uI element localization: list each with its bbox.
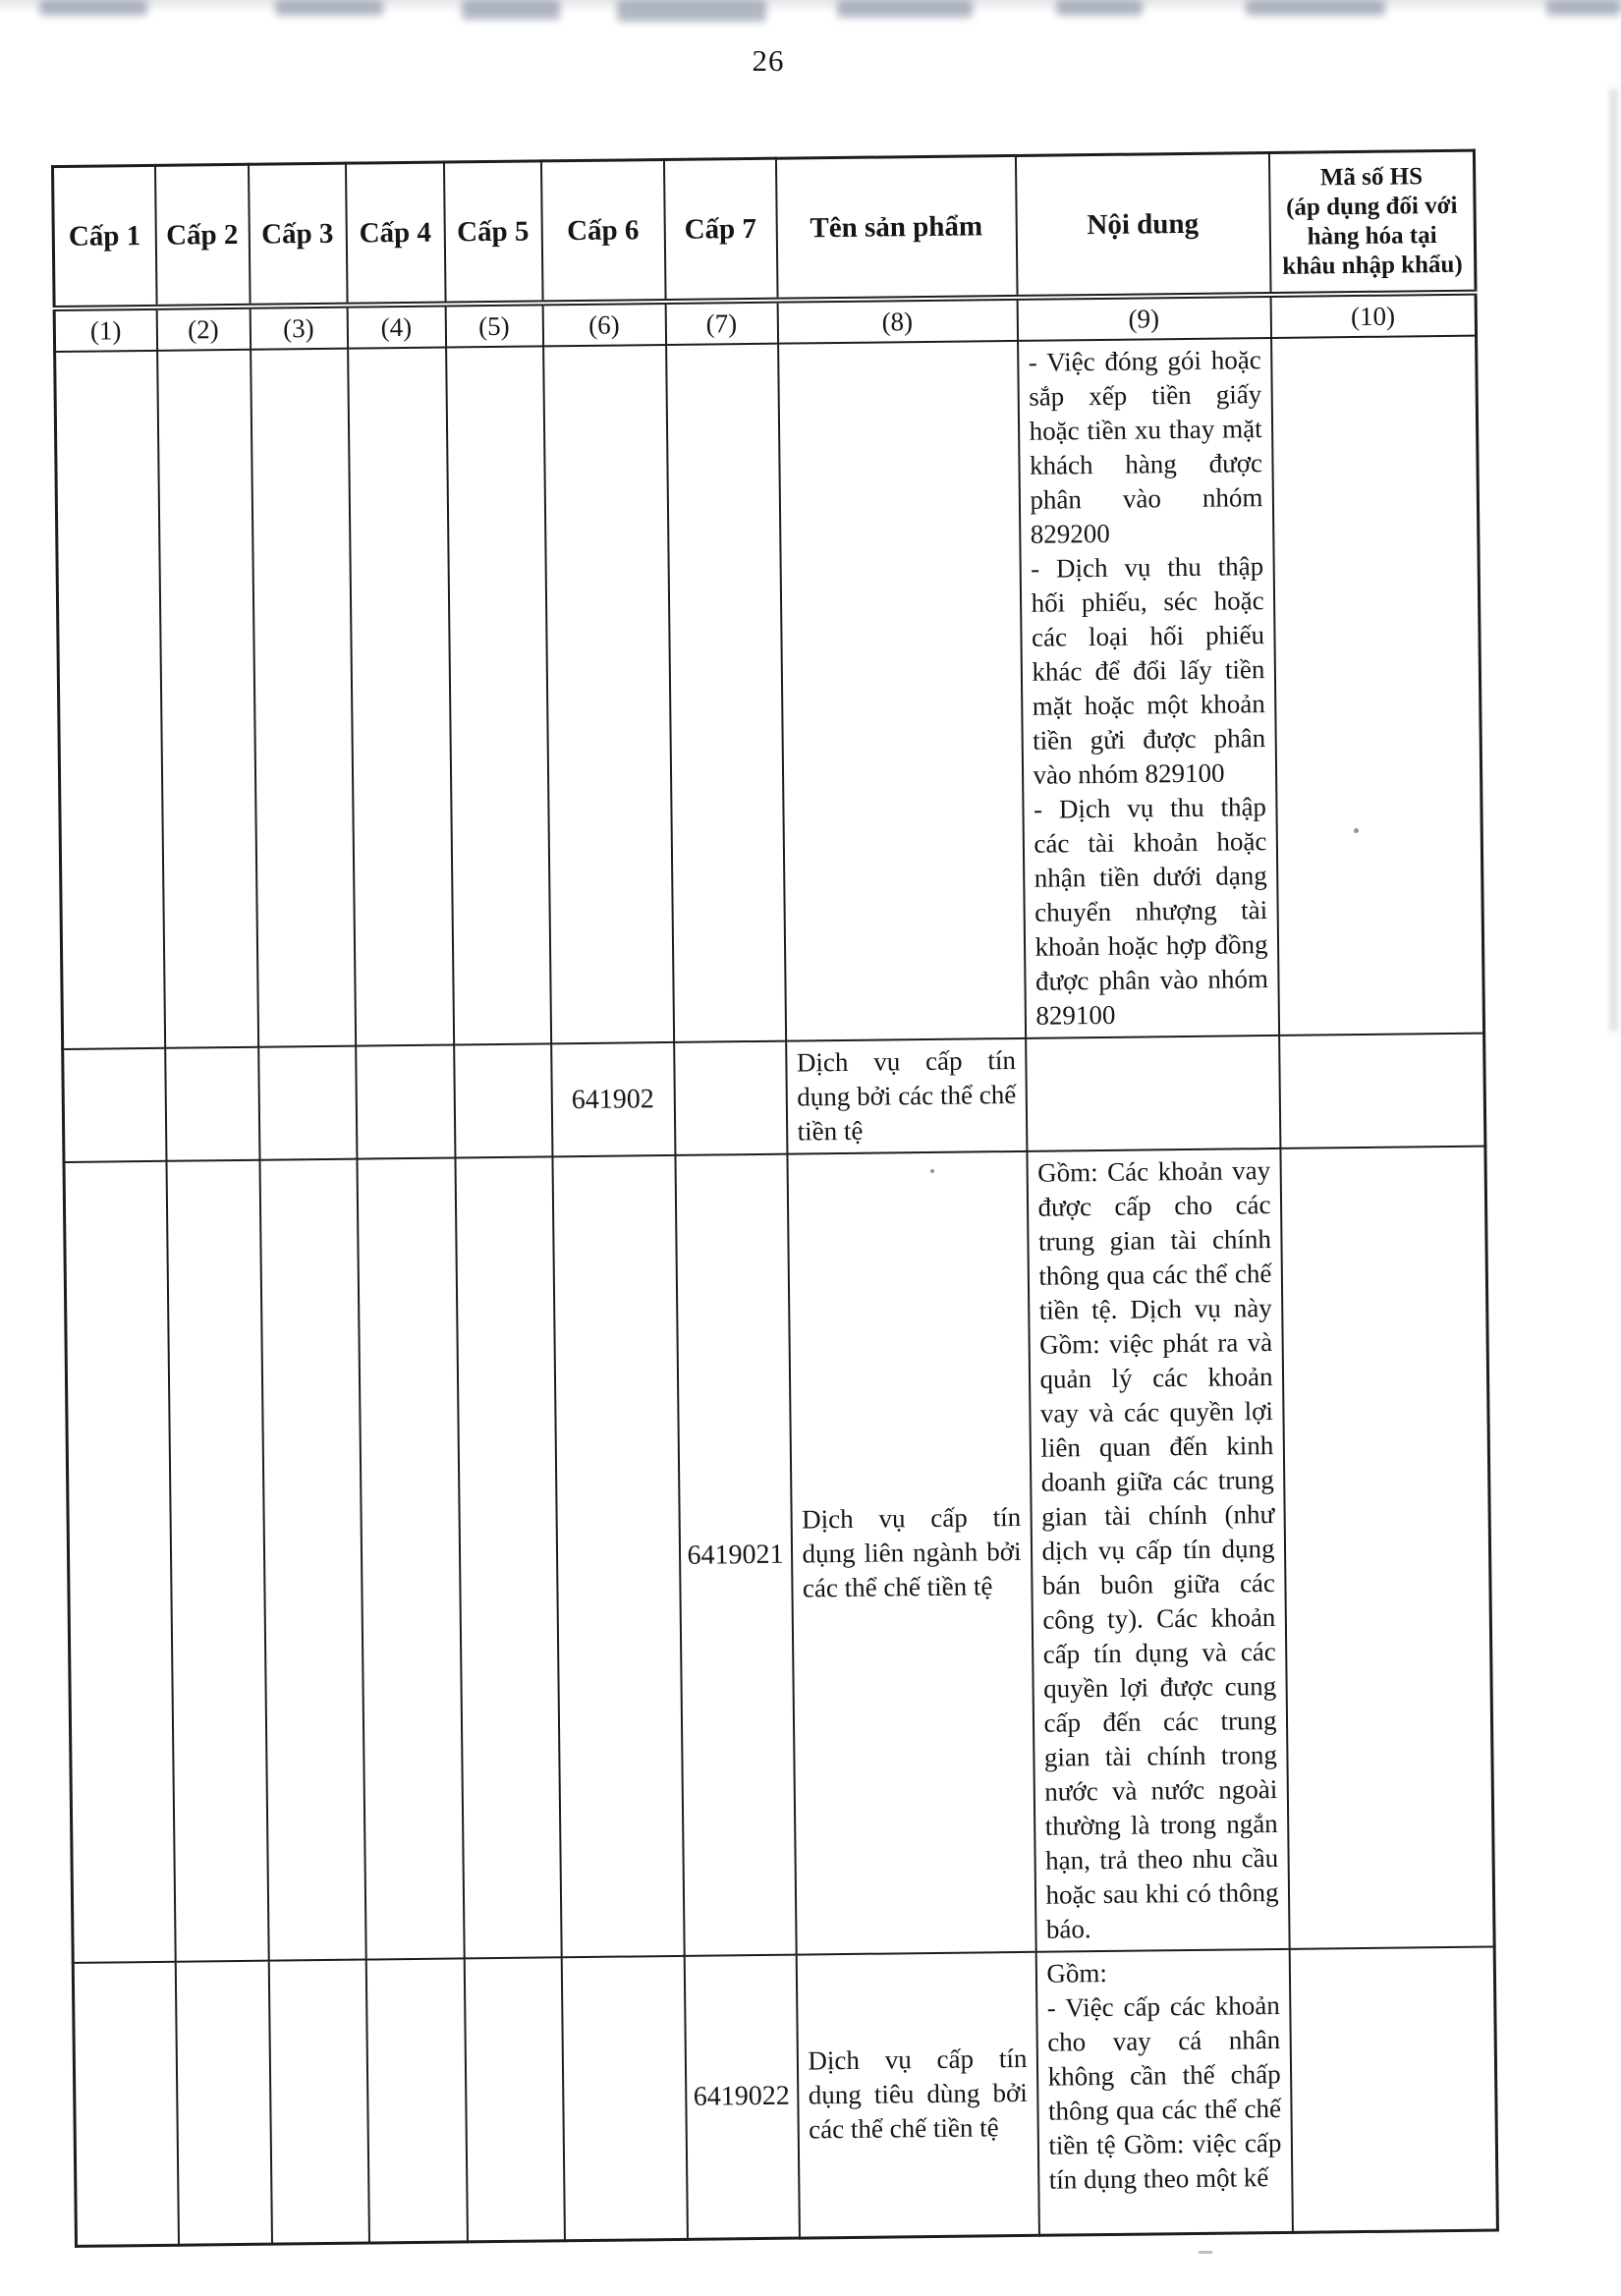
page-number: 26	[752, 43, 785, 78]
cell-empty	[1289, 1947, 1497, 2232]
header-cap-2: Cấp 2	[154, 164, 250, 308]
header-cap-6: Cấp 6	[540, 159, 665, 303]
table-row	[73, 1947, 1497, 2246]
cell-empty	[1280, 1147, 1494, 1949]
scan-artifact-strip	[0, 0, 1621, 26]
cell-empty	[446, 346, 551, 1044]
header-noi-dung: Nội dung	[1015, 153, 1270, 298]
col-number-5: (5)	[445, 303, 542, 347]
table-row	[64, 1147, 1494, 1963]
cell-empty	[55, 351, 165, 1049]
col-number-3: (3)	[250, 306, 347, 350]
col-number-10: (10)	[1270, 293, 1476, 338]
noi-dung-cell: Gồm: Các khoản vay được cấp cho các trung gian tài chính thông qua các thể chế tiền tệ. Dịch vụ này Gồm: việc phát ra và quản lý các khoản vay và các quyền lợi liên quan đến kinh doanh giữa các trung gian tài chính (như dịch vụ cấp tín dụng bán buôn giữa các công ty). Các khoản cấp tín dụng và các quyền lợi được cung cấp đến các trung gian tài chính trong nước và nước ngoài thường là trong ngắn hạn, trả theo nhu cầu hoặc sau khi có thông báo.	[1027, 1148, 1289, 1952]
col-number-7: (7)	[665, 301, 777, 345]
cell-empty	[357, 1157, 464, 1959]
cell-empty	[259, 1159, 365, 1961]
cell-empty	[166, 1160, 268, 1962]
ten-san-pham-cell: Dịch vụ cấp tín dụng liên ngành bởi các thể chế tiền tệ	[787, 1151, 1035, 1955]
cell-empty	[666, 344, 786, 1042]
scan-smudge	[275, 0, 383, 16]
cell-empty	[251, 349, 356, 1047]
header-cap-1: Cấp 1	[52, 165, 156, 308]
header-cap-3: Cấp 3	[248, 163, 347, 307]
scan-smudge	[1246, 0, 1385, 16]
cell-empty	[1026, 1036, 1280, 1151]
col-number-8: (8)	[777, 298, 1017, 344]
cell-empty	[1279, 1034, 1485, 1148]
scan-smudge	[39, 0, 147, 16]
col-number-6: (6)	[542, 302, 665, 346]
cell-empty	[268, 1960, 368, 2244]
cell-empty	[157, 350, 258, 1048]
cell-empty	[63, 1048, 166, 1162]
header-cap-5: Cấp 5	[443, 161, 542, 305]
cell-empty	[778, 341, 1026, 1041]
cap7-code-cell: 6419021	[675, 1154, 796, 1956]
classification-table-wrapper	[51, 149, 1499, 2248]
noi-dung-cell: - Việc đóng gói hoặc sắp xếp tiền giấy hoặc tiền xu thay mặt khách hàng được phân vào nhóm 829200 - Dịch vụ thu thập hối phiếu, séc hoặc các loại hối phiếu khác để đổi lấy tiền mặt hoặc một khoản tiền gửi được phân vào nhóm 829100 - Dịch vụ thu thập các tài khoản hoặc nhận tiền dưới dạng chuyển nhượng tài khoản hoặc hợp đồng được phân vào nhóm 829100	[1018, 338, 1279, 1038]
ten-san-pham-cell: Dịch vụ cấp tín dụng bởi các thể chế tiền tệ	[786, 1038, 1027, 1154]
scan-speck	[1199, 2251, 1212, 2254]
col-number-2: (2)	[156, 307, 250, 351]
scan-smudge	[1546, 0, 1621, 16]
header-cap-7: Cấp 7	[663, 158, 777, 302]
cell-empty	[258, 1046, 357, 1160]
col-number-9: (9)	[1017, 295, 1270, 341]
cell-empty	[356, 1044, 455, 1158]
cell-empty	[365, 1958, 467, 2242]
col-number-4: (4)	[347, 305, 445, 349]
scan-edge-shadow	[1609, 88, 1618, 1032]
header-row	[52, 150, 1476, 308]
table-row	[55, 336, 1484, 1049]
cell-empty	[175, 1961, 271, 2245]
scan-smudge	[837, 0, 973, 18]
noi-dung-cell: Gồm: - Việc cấp các khoản cho vay cá nhân không cần thế chấp thông qua các thể chế tiền tệ Gồm: việc cấp tín dụng theo một kế	[1035, 1949, 1292, 2235]
cell-empty	[348, 348, 454, 1046]
cap6-code-cell: 641902	[551, 1042, 675, 1156]
cap7-code-cell: 6419022	[684, 1955, 799, 2239]
cell-empty	[464, 1957, 564, 2241]
col-number-1: (1)	[54, 308, 156, 352]
cell-empty	[454, 1043, 552, 1157]
header-ma-so-hs: Mã số HS (áp dụng đối với hàng hóa tại khâu nhập khẩu)	[1268, 150, 1476, 295]
cell-empty	[674, 1041, 787, 1155]
header-ten-san-pham: Tên sản phẩm	[775, 155, 1017, 300]
cell-empty	[73, 1962, 178, 2246]
scan-smudge	[462, 0, 560, 20]
header-cap-4: Cấp 4	[345, 162, 445, 306]
cell-empty	[455, 1156, 561, 1958]
classification-table	[51, 149, 1499, 2248]
cell-empty	[561, 1956, 687, 2240]
cell-empty	[64, 1161, 175, 1963]
scan-smudge	[1056, 0, 1143, 16]
cell-empty	[543, 345, 674, 1043]
cell-empty	[165, 1047, 259, 1161]
scan-smudge	[617, 0, 766, 22]
ten-san-pham-cell: Dịch vụ cấp tín dụng tiêu dùng bởi các thể chế tiền tệ	[796, 1952, 1038, 2238]
cell-empty	[1271, 336, 1484, 1036]
table-row	[63, 1034, 1485, 1162]
cell-empty	[552, 1155, 684, 1957]
